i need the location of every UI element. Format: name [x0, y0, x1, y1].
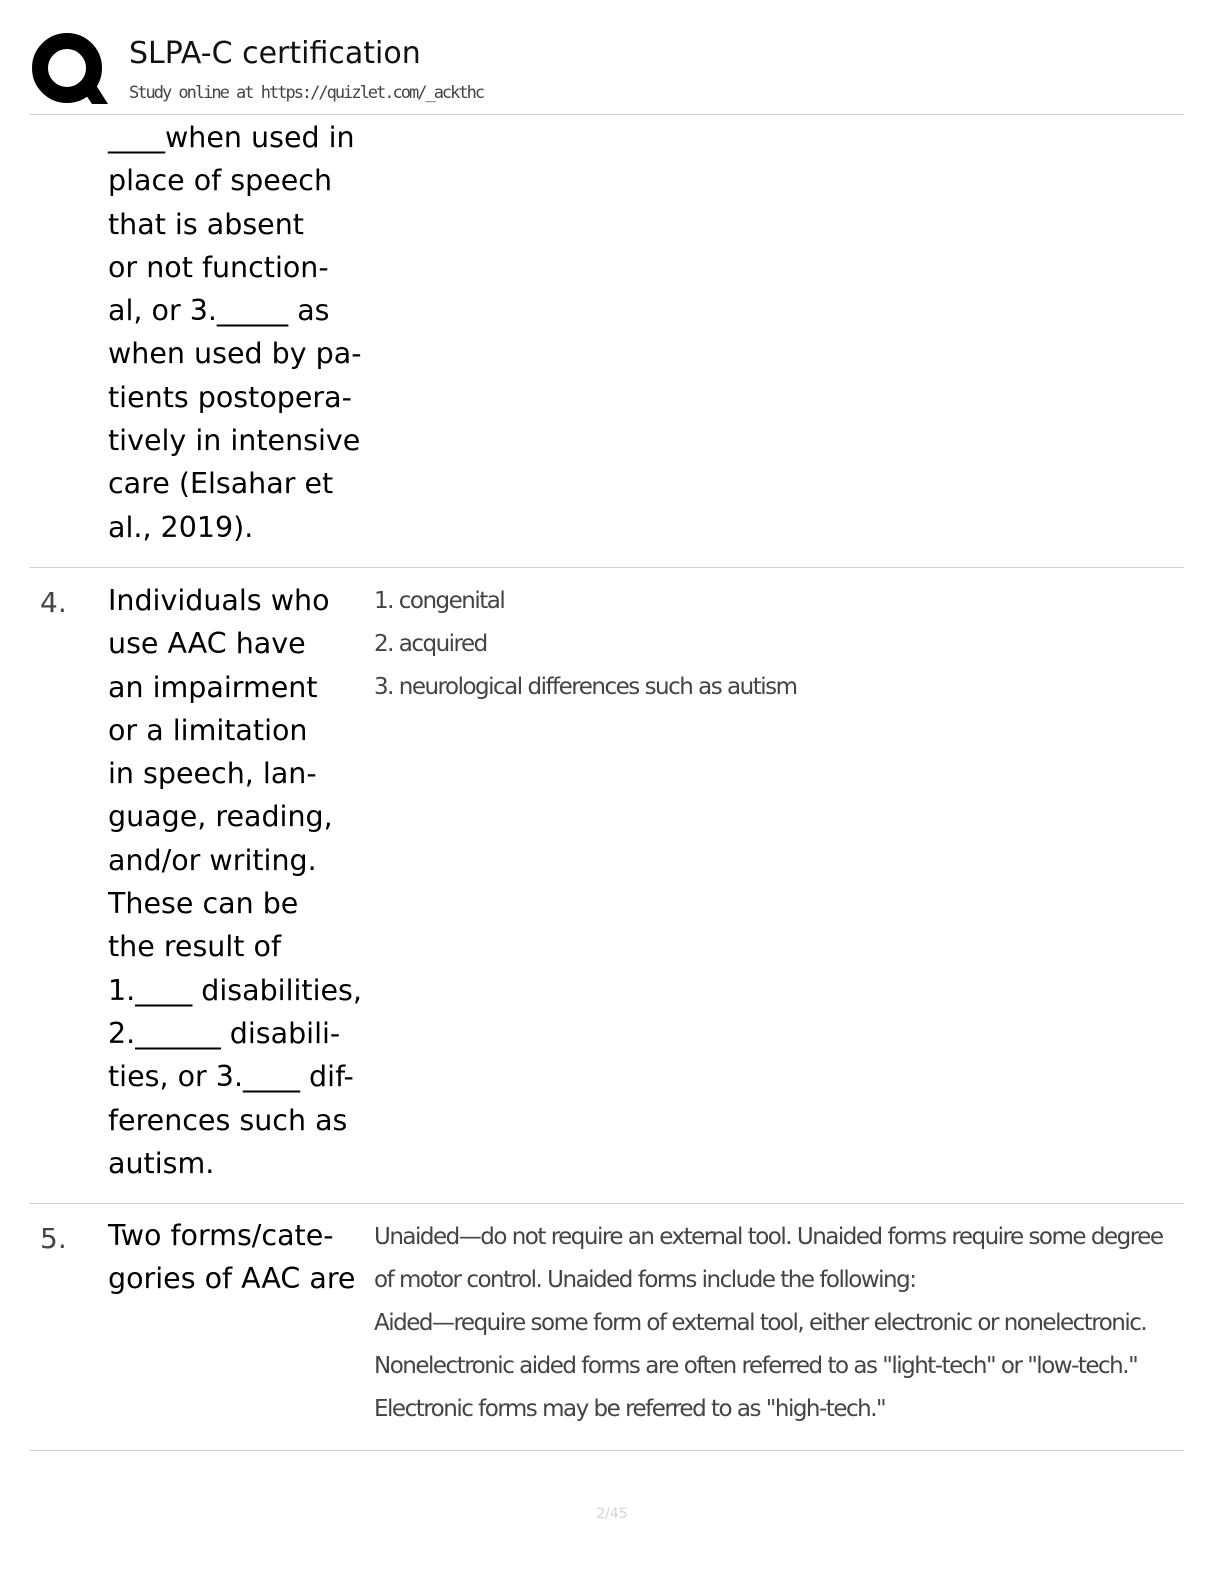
card-number: 5. [40, 1222, 67, 1255]
page-title: SLPA-C certification [129, 36, 421, 71]
flashcard-row [30, 1203, 1184, 1451]
flashcard-row [30, 567, 1184, 1204]
flashcard-row [30, 114, 1184, 568]
study-link-text: Study online at https://quizlet.com/_ackthc [129, 83, 484, 103]
card-definition: 1. congenital 2. acquired 3. neurological differences such as autism [374, 588, 797, 700]
card-term: ____when used in place of speech that is absent or not function- al, or 3._____ as when used by pa- tients postopera- tively in intensive care (Elsahar et al., 2019). [108, 121, 362, 544]
document-header [30, 28, 1184, 115]
quizlet-logo-icon [30, 30, 110, 110]
card-number: 4. [40, 586, 67, 619]
card-term: Individuals who use AAC have an impairment or a limitation in speech, lan- guage, reading, and/or writing. These can be the result of 1.____ disabilities, 2.______ disabili- ties, or 3.____ dif- ferences such as autism. [108, 584, 362, 1180]
page-number: 2/45 [596, 1506, 628, 1522]
card-definition: Unaided—do not require an external tool. Unaided forms require some degree of motor control. Unaided forms include the following: Aided—require some form of external tool, either electronic or nonelectronic. Nonelectronic aided forms are often referred to as "light-tech" or "low-tech." Electronic forms may be referred to as "high-tech." [374, 1224, 1163, 1422]
card-term: Two forms/cate- gories of AAC are [108, 1219, 356, 1296]
